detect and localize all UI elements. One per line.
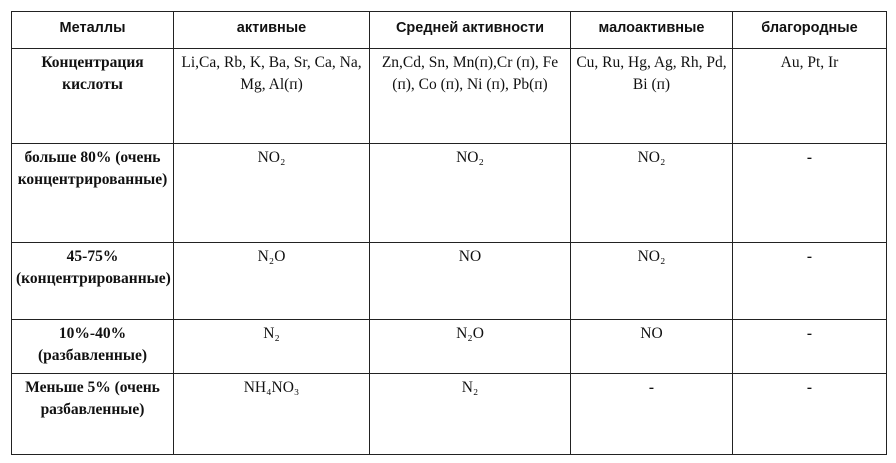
table-cell: NO₂ — [571, 243, 733, 320]
row-label: 45-75% (концентрированные) — [12, 243, 174, 320]
table-cell: NO₂ — [571, 144, 733, 243]
row-label: Концентрация кислоты — [12, 49, 174, 144]
header-row — [12, 12, 887, 49]
metal-list-row — [12, 49, 887, 144]
metals-low: Cu, Ru, Hg, Ag, Rh, Pd, Bi (п) — [571, 49, 733, 144]
metals-active: Li,Ca, Rb, K, Ba, Sr, Ca, Na, Mg, Al(п) — [174, 49, 370, 144]
row-label: больше 80% (очень концентрированные) — [12, 144, 174, 243]
table-row — [12, 144, 887, 243]
table-row — [12, 320, 887, 374]
header-low-activity: малоактивные — [571, 12, 733, 49]
header-metals: Металлы — [12, 12, 174, 49]
row-label: 10%-40% (разбавленные) — [12, 320, 174, 374]
table-cell: - — [571, 374, 733, 455]
metals-noble: Au, Pt, Ir — [733, 49, 887, 144]
table-cell: NO — [571, 320, 733, 374]
table-cell: N₂O — [174, 243, 370, 320]
row-label: Меньше 5% (очень разбавленные) — [12, 374, 174, 455]
table-cell: NO — [370, 243, 571, 320]
acid-concentration-table — [11, 11, 887, 455]
header-noble: благородные — [733, 12, 887, 49]
table-cell: - — [733, 374, 887, 455]
header-active: активные — [174, 12, 370, 49]
table-cell: N₂O — [370, 320, 571, 374]
table-cell: N₂ — [174, 320, 370, 374]
table-row — [12, 374, 887, 455]
table-cell: - — [733, 243, 887, 320]
table-row — [12, 243, 887, 320]
table-cell: NH₄NO₃ — [174, 374, 370, 455]
table-cell: - — [733, 144, 887, 243]
table-cell: NO₂ — [174, 144, 370, 243]
metals-medium: Zn,Cd, Sn, Mn(п),Cr (п), Fe (п), Co (п), Ni (п), Pb(п) — [370, 49, 571, 144]
table-cell: - — [733, 320, 887, 374]
header-medium-activity: Средней активности — [370, 12, 571, 49]
table-cell: N₂ — [370, 374, 571, 455]
table-cell: NO₂ — [370, 144, 571, 243]
